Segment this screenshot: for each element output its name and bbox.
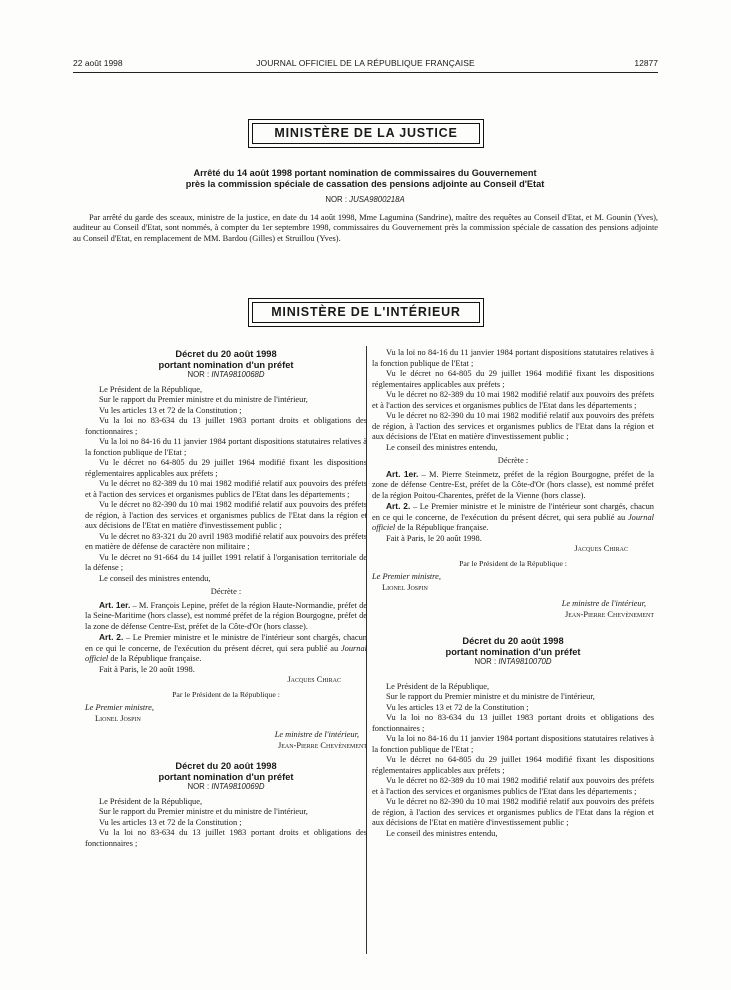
decree-title-line2: portant nomination d'un préfet — [158, 359, 294, 370]
nor-code: INTA9810070D — [498, 657, 552, 666]
decree-paragraph: Vu le décret no 64-805 du 29 juillet 1964 modifié fixant les dispositions réglementaires applicables aux préfets ; — [372, 369, 654, 389]
decree-paragraph: Vu la loi no 83-634 du 13 juillet 1983 portant droits et obligations des fonctionnaires ; — [85, 828, 367, 848]
decree-paragraph: Vu le décret no 82-390 du 10 mai 1982 modifié relatif aux pouvoirs des préfets de région, à l'action des services et organismes publics de l'Etat dans la région et aux décisions de l'Etat en matière d'investissement public ; — [372, 411, 654, 441]
decree-paragraph: Vu la loi no 84-16 du 11 janvier 1984 portant dispositions statutaires relatives à la fonction publique de l'Etat ; — [372, 734, 654, 754]
decree-paragraph: Sur le rapport du Premier ministre et du ministre de l'intérieur, — [99, 807, 308, 816]
article-label: Art. 2. — [99, 632, 124, 642]
arrete-body: Par arrêté du garde des sceaux, ministre de la justice, en date du 14 août 1998, Mme Lagumina (Sandrine), maître des requêtes au Conseil d'Etat, et M. Gounin (Yves), auditeur au Conseil d'Etat, sont nommés, à compter du 1er septembre 1998, commissaires du Gouvernement près la commission spéciale de cassation des pensions adjointe au Conseil d'Etat, en remplacement de MM. Bardou (Gilles) et Struillou (Yves). — [73, 213, 658, 243]
arrete-title-line1: Arrêté du 14 août 1998 portant nomination de commissaires du Gouvernement — [193, 168, 537, 178]
decree-paragraph: Vu le décret no 82-389 du 10 mai 1982 modifié relatif aux pouvoirs des préfets et à l'action des services et organismes publics de l'Etat dans les départements ; — [372, 390, 654, 410]
right-column — [372, 348, 654, 839]
decree-title — [85, 761, 367, 782]
decree-paragraph: Vu le décret no 82-389 du 10 mai 1982 modifié relatif aux pouvoirs des préfets et à l'action des services et organismes publics de l'Etat dans les départements ; — [85, 479, 367, 499]
decree-nor — [85, 782, 367, 793]
decree-paragraph: Vu le décret no 64-805 du 29 juillet 1964 modifié fixant les dispositions réglementaires applicables aux préfets ; — [372, 755, 654, 775]
arrete-title — [120, 168, 610, 189]
article-label: Art. 1er. — [386, 468, 419, 479]
nor-label: NOR : — [187, 370, 210, 379]
article-label: Art. 2. — [386, 501, 411, 511]
ministry-interieur-box — [248, 298, 484, 327]
decree-paragraph: Vu la loi no 84-16 du 11 janvier 1984 portant dispositions statutaires relatives à la fonction publique de l'Etat ; — [85, 437, 367, 457]
nor-code: INTA9810068D — [211, 370, 265, 379]
article-2 — [372, 501, 654, 534]
header-rule — [73, 72, 658, 73]
decree-paragraph: Vu le décret no 91-664 du 14 juillet 1991 relatif à l'organisation territoriale de la défense ; — [85, 552, 367, 572]
premier-ministre-name: Lionel Jospin — [382, 582, 428, 592]
par-le-president: Par le Président de la République : — [459, 558, 567, 568]
decree-title — [85, 349, 367, 370]
article-text: – Le Premier ministre et le ministre de l'intérieur sont chargés, chacun en ce qui le concerne, de l'exécution du présent décret, qui sera publié au — [85, 633, 367, 653]
article-text: de la République française. — [395, 523, 489, 532]
decree-paragraph: Le Président de la République, — [99, 796, 203, 806]
nor-code: JUSA9800218A — [349, 195, 405, 204]
ministry-justice-title: MINISTÈRE DE LA JUSTICE — [252, 123, 480, 144]
decree-paragraph: Vu la loi no 83-634 du 13 juillet 1983 portant droits et obligations des fonctionnaires ; — [85, 416, 367, 436]
decree-paragraph: Vu le décret no 64-805 du 29 juillet 1964 modifié fixant les dispositions réglementaires applicables aux préfets ; — [85, 458, 367, 478]
journal-officiel-italic: Journal officiel — [372, 512, 654, 532]
journal-officiel-italic: Journal officiel — [85, 643, 367, 663]
decree-paragraph: Le conseil des ministres entendu, — [386, 442, 498, 452]
header-date: 22 août 1998 — [73, 58, 123, 68]
decree-title-line2: portant nomination d'un préfet — [158, 771, 294, 782]
arrete-title-line2: près la commission spéciale de cassation des pensions adjointe au Conseil d'Etat — [185, 178, 545, 189]
premier-ministre-label: Le Premier ministre, — [372, 572, 441, 581]
decree-paragraph: Vu les articles 13 et 72 de la Constitution ; — [99, 405, 242, 415]
ministre-name: Jean-Pierre Chevènement — [277, 740, 367, 750]
article-2 — [85, 632, 367, 665]
decree-paragraph: Sur le rapport du Premier ministre et du ministre de l'intérieur, — [99, 395, 308, 404]
decree-title-line1: Décret du 20 août 1998 — [462, 636, 564, 646]
running-header — [73, 58, 658, 72]
arrete-nor — [120, 195, 610, 204]
nor-label: NOR : — [187, 782, 210, 791]
signature-president: Jacques Chirac — [287, 675, 341, 684]
ministre-label: Le ministre de l'intérieur, — [274, 730, 359, 739]
decree-nor — [372, 657, 654, 668]
decree-title-line1: Décret du 20 août 1998 — [175, 761, 277, 771]
decree-paragraph: Sur le rapport du Premier ministre et du ministre de l'intérieur, — [386, 692, 595, 701]
signature-president: Jacques Chirac — [574, 544, 628, 553]
decree-paragraph: Vu le décret no 83-321 du 20 avril 1983 modifié relatif aux pouvoirs des préfets en matière de défense de caractère non militaire ; — [85, 531, 367, 551]
premier-ministre-label: Le Premier ministre, — [85, 703, 154, 712]
decree-paragraph: Le Président de la République, — [386, 681, 490, 691]
decree-paragraph: Le conseil des ministres entendu, — [99, 573, 211, 583]
fait-a-paris: Fait à Paris, le 20 août 1998. — [99, 664, 195, 674]
decrete-label: Décrète : — [210, 587, 242, 596]
par-le-president: Par le Président de la République : — [172, 689, 280, 699]
premier-ministre-name: Lionel Jospin — [95, 713, 141, 723]
decree-nor — [85, 370, 367, 381]
article-text: de la République française. — [108, 654, 202, 663]
decree-title — [372, 636, 654, 657]
decree-paragraph: Vu la loi no 83-634 du 13 juillet 1983 portant droits et obligations des fonctionnaires ; — [372, 713, 654, 733]
decree-paragraph: Vu le décret no 82-389 du 10 mai 1982 modifié relatif aux pouvoirs des préfets et à l'action des services et organismes publics de l'Etat dans les départements ; — [372, 776, 654, 796]
decree-title-line1: Décret du 20 août 1998 — [175, 349, 277, 359]
nor-label: NOR : — [474, 657, 497, 666]
article-text: – M. François Lepine, préfet de la région Haute-Normandie, préfet de la Seine-Maritime (hors classe), est nommé préfet de la région Bourgogne, préfet de la zone de défense Centre-Est, préfet de la Côte-d'Or (hors classe). — [85, 600, 367, 631]
fait-a-paris: Fait à Paris, le 20 août 1998. — [386, 533, 482, 543]
nor-code: INTA9810069D — [211, 782, 265, 791]
article-label: Art. 1er. — [99, 599, 131, 610]
decrete-label: Décrète : — [497, 456, 529, 465]
decree-paragraph: Vu le décret no 82-390 du 10 mai 1982 modifié relatif aux pouvoirs des préfets de région, à l'action des services et organismes publics de l'Etat dans la région et aux décisions de l'Etat en matière d'investissement public ; — [85, 500, 367, 530]
decree-paragraph: Vu les articles 13 et 72 de la Constitution ; — [386, 702, 529, 712]
left-column — [85, 349, 367, 849]
ministry-interieur-title: MINISTÈRE DE L'INTÉRIEUR — [252, 302, 480, 323]
ministry-justice-box — [248, 119, 484, 148]
article-text: – M. Pierre Steinmetz, préfet de la région Bourgogne, préfet de la zone de défense Centre-Est, préfet de la Côte-d'Or (hors classe), est nommé préfet de la région Poitou-Charentes, préfet de la Vienne (hors classe). — [372, 469, 654, 500]
spacer — [85, 751, 367, 761]
spacer — [372, 672, 654, 682]
article-1 — [85, 600, 367, 633]
header-journal-title: JOURNAL OFFICIEL DE LA RÉPUBLIQUE FRANÇAISE — [256, 58, 475, 68]
decree-paragraph: Vu la loi no 84-16 du 11 janvier 1984 portant dispositions statutaires relatives à la fonction publique de l'Etat ; — [372, 348, 654, 368]
nor-label: NOR : — [325, 195, 347, 204]
decree-title-line2: portant nomination d'un préfet — [445, 646, 581, 657]
header-page-number: 12877 — [634, 58, 658, 68]
decree-paragraph: Le Président de la République, — [99, 384, 203, 394]
ministre-label: Le ministre de l'intérieur, — [561, 599, 646, 608]
decree-paragraph: Vu le décret no 82-390 du 10 mai 1982 modifié relatif aux pouvoirs des préfets de région, à l'action des services et organismes publics de l'Etat dans la région et aux décisions de l'Etat en matière d'investissement public ; — [372, 797, 654, 827]
ministre-name: Jean-Pierre Chevènement — [564, 609, 654, 619]
spacer — [372, 620, 654, 636]
article-text: – Le Premier ministre et le ministre de l'intérieur sont chargés, chacun en ce qui le concerne, de l'exécution du présent décret, qui sera publié au — [372, 502, 654, 522]
decree-paragraph: Le conseil des ministres entendu, — [386, 828, 498, 838]
article-1 — [372, 469, 654, 502]
decree-paragraph: Vu les articles 13 et 72 de la Constitution ; — [99, 817, 242, 827]
